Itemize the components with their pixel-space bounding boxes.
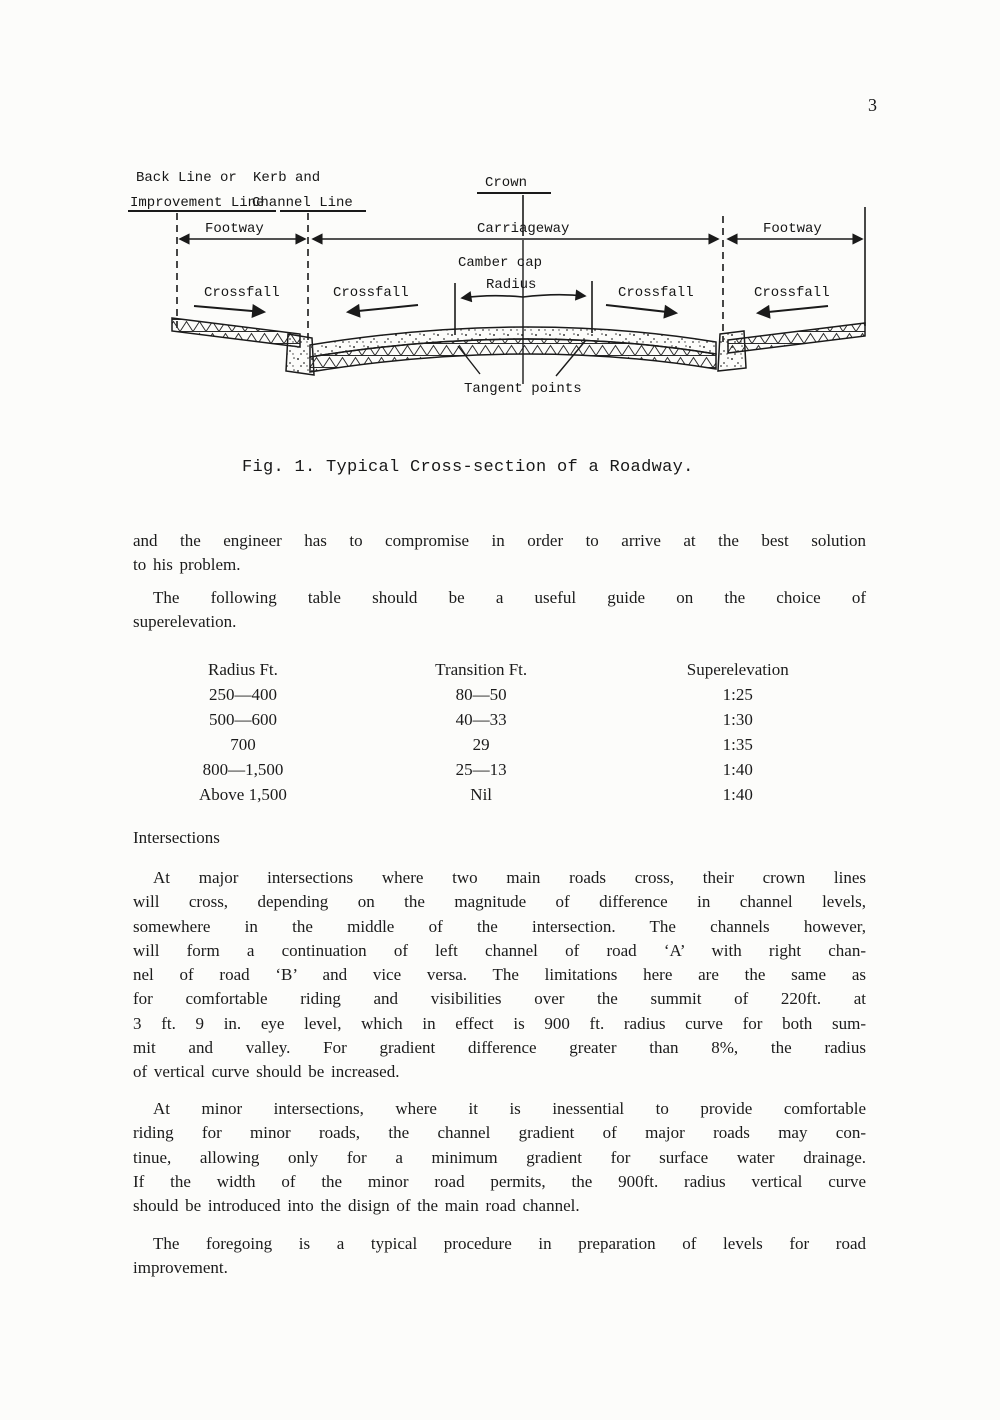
figure-roadway-cross-section [128, 152, 884, 408]
label-crossfall-4: Crossfall [754, 285, 830, 301]
table-cell: 1:40 [722, 760, 753, 779]
table-cell: 40—33 [455, 710, 507, 729]
label-radius: Radius [486, 277, 537, 293]
table-body [133, 682, 866, 807]
paragraph-guide [133, 586, 866, 635]
table-cell: 1:25 [722, 685, 753, 704]
table-row [133, 757, 866, 782]
column-header-radius: Radius Ft. [207, 660, 278, 679]
text-line: for comfortable riding and visibilities over the summit of 220ft. at [133, 989, 866, 1009]
table-cell: 1:35 [722, 735, 753, 754]
text-line: improvement. [133, 1258, 228, 1278]
table-row [133, 782, 866, 807]
table-row [133, 682, 866, 707]
cross-section-drawing [128, 152, 884, 408]
label-crown: Crown [485, 175, 528, 191]
paragraph-major-intersections [133, 866, 866, 1085]
table-cell: 250—400 [208, 685, 277, 704]
text-line: mit and valley. For gradient difference greater than 8%, the radius [133, 1038, 866, 1058]
table-row [133, 732, 866, 757]
label-channel-line: Channel Line [252, 195, 353, 211]
text-line: At major intersections where two main roads cross, their crown lines [153, 868, 866, 887]
label-crossfall-1: Crossfall [204, 285, 280, 301]
label-tangent-points: Tangent points [464, 381, 582, 397]
text-line: somewhere in the middle of the intersection. The channels however, [133, 916, 866, 936]
table-cell: 25—13 [455, 760, 507, 779]
table-cell: 700 [230, 735, 256, 754]
text-line: At minor intersections, where it is inessential to provide comfortable [153, 1099, 866, 1118]
table-cell: 800—1,500 [202, 760, 284, 779]
figure-caption: Fig. 1. Typical Cross-section of a Roadway. [242, 458, 694, 477]
text-line: The following table should be a useful guide on the choice of [153, 588, 866, 607]
text-line: tinue, allowing only for a minimum gradient for surface water drainage. [133, 1147, 866, 1167]
text-line: to his problem. [133, 555, 241, 575]
text-line: 3 ft. 9 in. eye level, which in effect is 900 ft. radius curve for both sum- [133, 1013, 866, 1033]
text-line: The foregoing is a typical procedure in preparation of levels for road [153, 1234, 866, 1253]
text-line: will form a continuation of left channel of road ‘A’ with right chan- [133, 940, 866, 960]
table-header-row [133, 657, 866, 682]
table-cell: 1:30 [722, 710, 753, 729]
label-crossfall-2: Crossfall [333, 285, 409, 301]
page-number: 3 [868, 95, 877, 115]
label-kerb: Kerb and [253, 170, 321, 186]
table-row [133, 707, 866, 732]
text-line: riding for minor roads, the channel gradient of major roads may con- [133, 1123, 866, 1143]
table-cell: Nil [470, 785, 493, 804]
footway-right-surface [728, 323, 865, 353]
paragraph-minor-intersections [133, 1097, 866, 1218]
label-camber-cap: Camber cap [458, 255, 543, 271]
text-line: superelevation. [133, 612, 237, 632]
text-line: of vertical curve should be increased. [133, 1062, 400, 1082]
text-line: nel of road ‘B’ and vice versa. The limitations here are the same as [133, 965, 866, 985]
text-line: will cross, depending on the magnitude of difference in channel levels, [133, 892, 866, 912]
table-cell: 500—600 [208, 710, 277, 729]
paragraph-intro [133, 529, 866, 578]
superelevation-table [133, 657, 866, 807]
text-line: and the engineer has to compromise in order to arrive at the best solution [133, 531, 866, 550]
road-section [172, 318, 865, 375]
label-footway-left: Footway [205, 221, 264, 237]
column-header-superelevation: Superelevation [686, 660, 789, 679]
paragraph-foregoing [133, 1232, 866, 1281]
text-line: should be introduced into the disign of the main road channel. [133, 1196, 580, 1216]
table-cell: 1:40 [722, 785, 753, 804]
crossfall-arrows [194, 305, 828, 313]
table-cell: 80—50 [455, 685, 507, 704]
text-line: If the width of the minor road permits, the 900ft. radius vertical curve [133, 1171, 866, 1191]
label-footway-right: Footway [763, 221, 822, 237]
label-improvement-line: Improvement Line [130, 195, 265, 211]
table-cell: Above 1,500 [199, 785, 287, 804]
label-crossfall-3: Crossfall [618, 285, 694, 301]
section-heading: Intersections [133, 828, 220, 847]
label-carriageway: Carriageway [477, 221, 570, 237]
table-cell: 29 [472, 735, 490, 754]
column-header-transition: Transition Ft. [435, 660, 528, 679]
footway-left-surface [172, 318, 300, 347]
label-back-line: Back Line or [136, 170, 237, 186]
